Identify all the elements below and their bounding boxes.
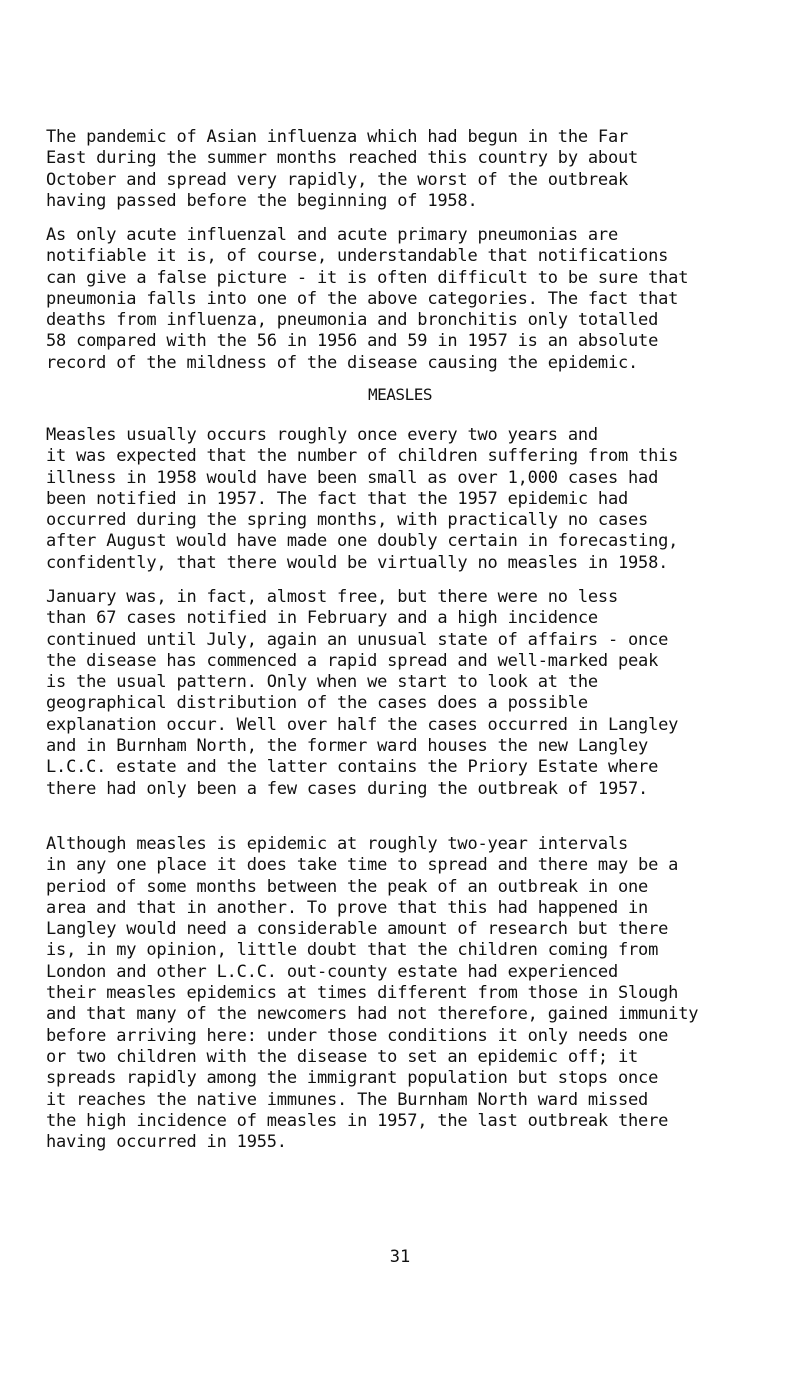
paragraph-measles-expectation: Measles usually occurs roughly once every two years and it was expected that the number of children suffering from this illness in 1958 would have been small as over 1,000 cases had been notified in 1957. The fact that the 1957 epidemic had occurred during the spring months, with practically no cases after August would have made one doubly certain in forecasting, confidently, that there would be virtually no measles in 1958. (46, 425, 679, 573)
paragraph-notifications: As only acute influenzal and acute primary pneumonias are notifiable it is, of course, understandable that notifications can give a false picture - it is often difficult to be sure that pneumonia falls into one of the above categories. The fact that deaths from influenza, pneumonia and bronchitis only totalled 58 compared with the 56 in 1956 and 59 in 1957 is an absolute record of the mildness of the disease causing the epidemic. (46, 225, 689, 373)
paragraph-measles-explanation: Although measles is epidemic at roughly two-year intervals in any one place it does take time to spread and there may be a period of some months between the peak of an outbreak in one area and that in another. To prove that this had happened in Langley would need a considerable amount of research but there is, in my opinion, little doubt that the children coming from London and other L.C.C. out-county estate had experienced their measles epidemics at times different from those in Slough and that many of the newcomers had not therefore, gained immunity before arriving here: under those conditions it only needs one or two children with the disease to set an epidemic off; it spreads rapidly among the immigrant population but stops once it reaches the native immunes. The Burnham North ward missed the high incidence of measles in 1957, the last outbreak there having occurred in 1955. (46, 834, 699, 1153)
section-heading-measles: MEASLES (368, 385, 432, 404)
paragraph-influenza-pandemic: The pandemic of Asian influenza which had begun in the Far East during the summer months reached this country by about October and spread very rapidly, the worst of the outbreak having passed before the beginning of 1958. (46, 127, 639, 211)
page-number: 31 (389, 1247, 411, 1267)
paragraph-measles-incidence: January was, in fact, almost free, but there were no less than 67 cases notified in February and a high incidence continued until July, again an unusual state of affairs - once the disease has commenced a rapid spread and well-marked peak is the usual pattern. Only when we start to look at the geographical distribution of the cases does a possible explanation occur. Well over half the cases occurred in Langley and in Burnham North, the former ward houses the new Langley L.C.C. estate and the latter contains the Priory Estate where there had only been a few cases during the outbreak of 1957. (46, 587, 679, 799)
